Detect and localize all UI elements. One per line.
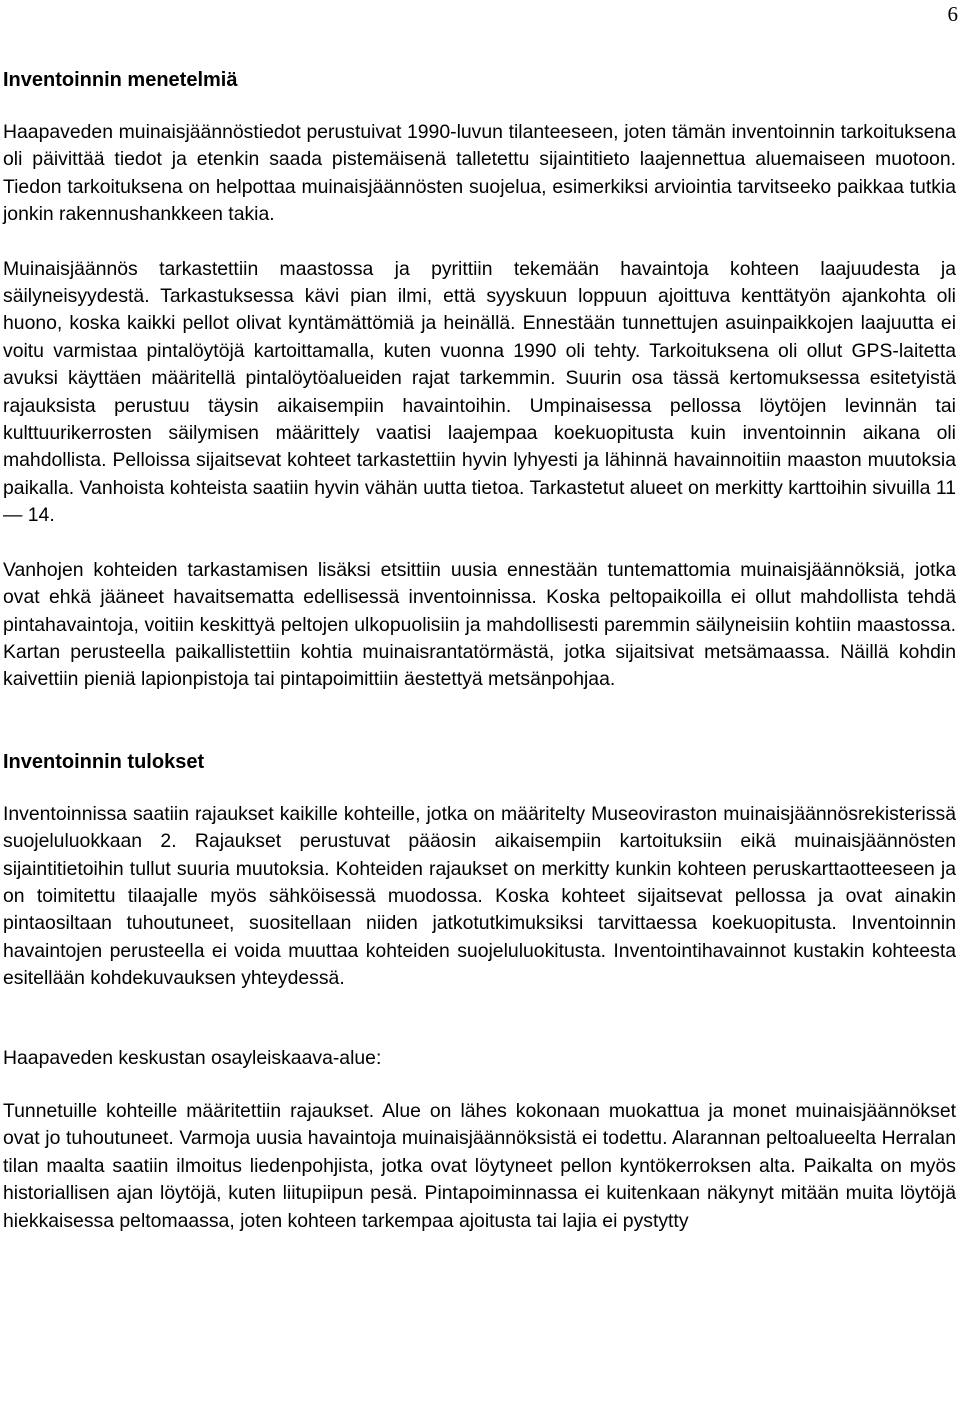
page-number: 6 — [947, 2, 958, 26]
section-heading-methods: Inventoinnin menetelmiä — [3, 69, 238, 91]
paragraph-area: Tunnetuille kohteille määritettiin rajaukset. Alue on lähes kokonaan muokattua ja monet muinaisjäännökset ovat jo tuhoutuneet. Varmoja uusia havaintoja muinaisjäännöksistä ei todettu. Alarannan peltoalueelta Herralan tilan maalta saatiin ilmoitus liedenpohjista, jotka ovat löytyneet pellon kyntökerroksen alta. Paikalta on myös historiallisen ajan löytöjä, kuten liitupiipun pesä. Pintapoiminnassa ei kuitenkaan näkynyt mitään muita löytöjä hiekkaisessa peltomaassa, joten kohteen tarkempaa ajoitusta tai lajia ei pystytty — [3, 1099, 956, 1232]
document-body — [3, 66, 956, 1235]
paragraph-results: Inventoinnissa saatiin rajaukset kaikille kohteille, jotka on määritelty Museoviraston muinaisjäännösrekisterissä suojeluluokkaan 2. Rajaukset perustuvat pääosin aikaisempiin kartoituksiin eikä muinaisjäännösten sijaintitietoihin tullut suuria muutoksia. Kohteiden rajaukset on merkitty kunkin kohteen peruskarttaotteeseen ja on toimitettu tilaajalle myös sähköisessä muodossa. Koska kohteet sijaitsevat pellossa ja ovat ainakin pintaosiltaan tuhoutuneet, suositellaan niiden jatkotutkimuksiksi tarvittaessa koekuopitusta. Inventoinnin havaintojen perusteella ei voida muuttaa kohteiden suojeluluokitusta. Inventointihavainnot kustakin kohteesta esitellään kohdekuvauksen yhteydessä. — [3, 802, 956, 990]
paragraph-methods-new-sites: Vanhojen kohteiden tarkastamisen lisäksi etsittiin uusia ennestään tuntemattomia muinaisjäännöksiä, jotka ovat ehkä jääneet havaitsematta edellisessä inventoinnissa. Koska peltopaikoilla ei ollut mahdollista tehdä pintahavaintoja, voitiin keskittyä peltojen ulkopuolisiin ja mahdollisesti paremmin säilyneisiin kohtiin maastossa. Kartan perusteella paikallistettiin kohtia muinaisrantatörmästä, jotka sijaitsivat metsämaassa. Näillä kohdin kaivettiin pieniä lapionpistoja tai pintapoimittiin äestettyä metsänpohjaa. — [3, 558, 956, 691]
paragraph-methods-intro: Haapaveden muinaisjäännöstiedot perustuivat 1990-luvun tilanteeseen, joten tämän inventoinnin tarkoituksena oli päivittää tiedot ja etenkin saada pistemäisenä talletettu sijaintitieto laajennettua aluemaiseen muotoon. Tiedon tarkoituksena on helpottaa muinaisjäännösten suojelua, esimerkiksi arviointia tarvitseeko paikkaa tutkia jonkin rakennushankkeen takia. — [3, 121, 956, 226]
subsection-heading-area: Haapaveden keskustan osayleiskaava-alue: — [3, 1046, 382, 1069]
paragraph-methods-fieldwork: Muinaisjäännös tarkastettiin maastossa ja pyrittiin tekemään havaintoja kohteen laajuudesta ja säilyneisyydestä. Tarkastuksessa kävi pian ilmi, että syyskuun loppuun ajoittuva kenttätyön ajankohta oli huono, koska kaikki pellot olivat kyntämättömiä ja heinällä. Ennestään tunnettujen asuinpaikkojen laajuutta ei voitu varmistaa pintalöytöjä kartoittamalla, kuten vuonna 1990 oli tehty. Tarkoituksena oli ollut GPS-laitetta avuksi käyttäen määritellä pintalöytöalueiden rajat tarkemmin. Suurin osa tässä kertomuksessa esitetyistä rajauksista perustuu täysin aikaisempiin havaintoihin. Umpinaisessa pellossa löytöjen levinnän tai kulttuurikerrosten säilymisen määrittely vaatisi laajempaa koekuopitusta kuin inventoinnin aikana oli mahdollista. Pelloissa sijaitsevat kohteet tarkastettiin hyvin lyhyesti ja lähinnä havainnoitiin maaston muutoksia paikalla. Vanhoista kohteista saatiin hyvin vähän uutta tietoa. Tarkastetut alueet on merkitty karttoihin sivuilla 11 — 14. — [3, 257, 956, 527]
section-heading-results: Inventoinnin tulokset — [3, 750, 205, 773]
